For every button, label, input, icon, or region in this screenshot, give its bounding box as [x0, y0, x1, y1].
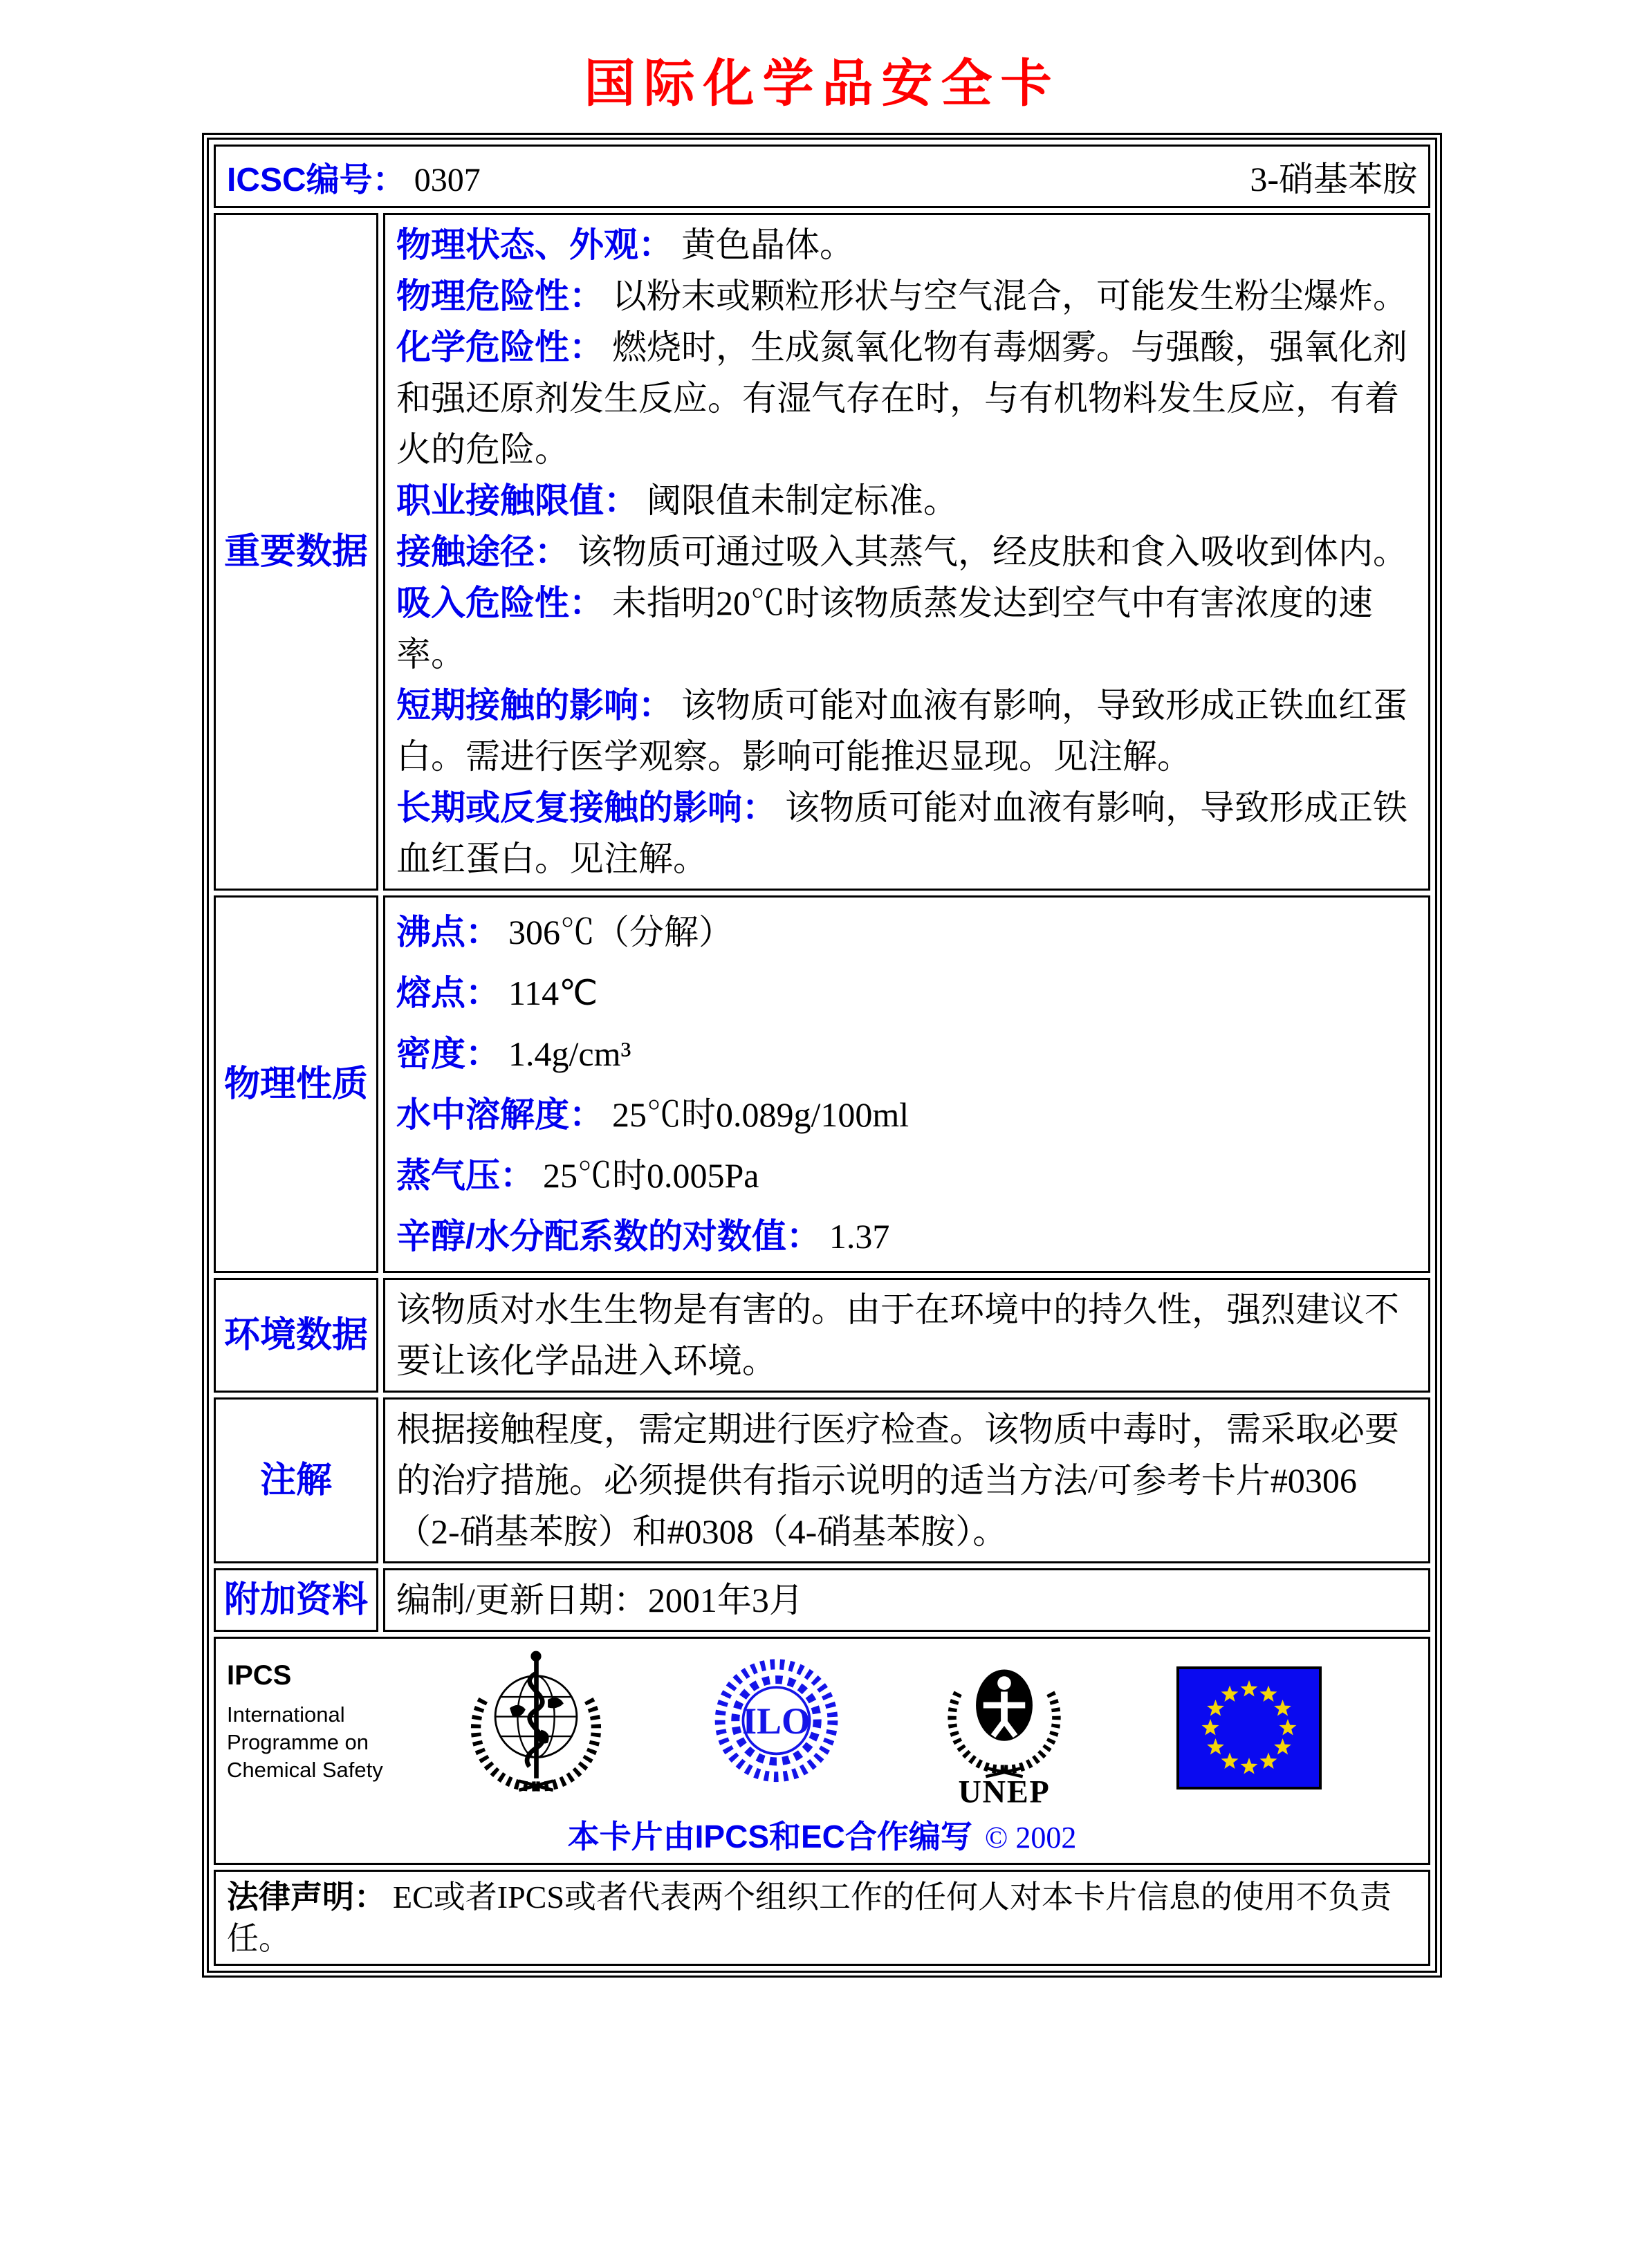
important-data-content — [383, 213, 1430, 891]
legal-label: 法律声明： — [227, 1879, 386, 1915]
unep-logo-text: UNEP — [958, 1774, 1051, 1810]
field-value: 未指明20℃时该物质蒸发达到空气中有害浓度的速率。 — [396, 584, 1373, 673]
field-row — [396, 526, 1417, 577]
additional-info-content: 编制/更新日期：2001年3月 — [383, 1568, 1430, 1632]
unep-logo-icon — [943, 1646, 1066, 1810]
notes-content: 根据接触程度，需定期进行医疗检查。该物质中毒时，需采取必要的治疗措施。必须提供有指示说明的适当方法/可参考卡片#0306（2-硝基苯胺）和#0308（4-硝基苯胺）。 — [383, 1397, 1430, 1563]
field-row — [396, 577, 1417, 680]
field-row — [396, 270, 1417, 322]
icsc-number-group — [227, 153, 481, 201]
ilo-logo-text: ILO — [742, 1700, 811, 1742]
field-label: 吸入危险性： — [396, 584, 604, 622]
ipcs-acronym: IPCS — [227, 1660, 292, 1691]
icsc-number-value: 0307 — [414, 161, 481, 198]
section-label-additional-info: 附加资料 — [214, 1568, 378, 1632]
additional-info-row — [214, 1568, 1430, 1632]
field-label: 化学危险性： — [396, 328, 604, 366]
field-label: 熔点： — [396, 974, 500, 1012]
field-label: 职业接触限值： — [396, 481, 638, 520]
field-row — [396, 680, 1417, 782]
field-label: 物理危险性： — [396, 277, 604, 315]
field-value: 黄色晶体。 — [681, 225, 854, 264]
legal-row — [214, 1870, 1430, 1966]
logos-cell — [214, 1637, 1430, 1865]
icsc-card-table — [202, 133, 1442, 1978]
field-value: 1.37 — [829, 1217, 890, 1256]
cooperation-caption — [223, 1812, 1421, 1857]
field-label: 蒸气压： — [396, 1156, 535, 1195]
notes-row — [214, 1397, 1430, 1563]
field-row — [396, 1084, 1417, 1145]
ipcs-text-block — [223, 1644, 430, 1784]
ipcs-line-2: Programme on — [227, 1730, 369, 1754]
physical-properties-content — [383, 895, 1430, 1273]
legal-text: EC或者IPCS或者代表两个组织工作的任何人对本卡片信息的使用不负责任。 — [227, 1879, 1392, 1956]
field-row — [396, 1023, 1417, 1084]
important-data-row — [214, 213, 1430, 891]
field-value: 该物质可能对血液有影响，导致形成正铁血红蛋白。见注解。 — [396, 788, 1407, 878]
ipcs-line-3: Chemical Safety — [227, 1758, 383, 1782]
physical-properties-row — [214, 895, 1430, 1273]
ilo-logo-icon — [712, 1647, 840, 1799]
field-label: 长期或反复接触的影响： — [396, 788, 777, 827]
field-row — [396, 1206, 1417, 1267]
field-value: 阈限值未制定标准。 — [647, 481, 958, 520]
eu-flag-icon — [1176, 1666, 1322, 1790]
header-cell — [214, 145, 1430, 208]
legal-cell — [214, 1870, 1430, 1966]
header-row — [214, 145, 1430, 208]
field-row — [396, 902, 1417, 963]
field-label: 密度： — [396, 1034, 500, 1073]
field-value: 306℃（分解） — [508, 913, 733, 951]
field-value: 25℃时0.005Pa — [543, 1156, 759, 1195]
who-logo-icon — [470, 1646, 602, 1803]
section-label-notes: 注解 — [214, 1397, 378, 1563]
field-label: 辛醇/水分配系数的对数值： — [396, 1217, 821, 1256]
field-label: 水中溶解度： — [396, 1095, 604, 1134]
ipcs-line-1: International — [227, 1702, 345, 1727]
icsc-number-label: ICSC编号： — [227, 161, 406, 198]
caption-year: © 2002 — [984, 1821, 1077, 1855]
field-value: 25℃时0.089g/100ml — [612, 1095, 909, 1134]
field-row — [396, 963, 1417, 1023]
field-value: 以粉末或颗粒形状与空气混合，可能发生粉尘爆炸。 — [612, 277, 1407, 315]
environmental-data-row — [214, 1278, 1430, 1393]
field-value: 燃烧时，生成氮氧化物有毒烟雾。与强酸，强氧化剂和强还原剂发生反应。有湿气存在时，与有机物料发生反应，有着火的危险。 — [396, 328, 1407, 469]
field-row — [396, 322, 1417, 475]
field-value: 该物质可能对血液有影响，导致形成正铁血红蛋白。需进行医学观察。影响可能推迟显现。见注解。 — [396, 686, 1407, 776]
field-row — [396, 1145, 1417, 1206]
field-label: 物理状态、外观： — [396, 225, 673, 264]
field-label: 短期接触的影响： — [396, 686, 673, 725]
section-label-environmental-data: 环境数据 — [214, 1278, 378, 1393]
field-row — [396, 782, 1417, 884]
page-title: 国际化学品安全卡 — [584, 54, 1060, 113]
field-value: 114℃ — [508, 974, 598, 1012]
field-label: 沸点： — [396, 913, 500, 951]
environmental-data-content: 该物质对水生生物是有害的。由于在环境中的持久性，强烈建议不要让该化学品进入环境。 — [383, 1278, 1430, 1393]
section-label-important-data: 重要数据 — [214, 213, 378, 891]
caption-text: 本卡片由IPCS和EC合作编写 — [567, 1819, 972, 1855]
field-value: 1.4g/cm³ — [508, 1034, 631, 1073]
field-row — [396, 475, 1417, 526]
icsc-document-page — [0, 43, 1635, 2268]
chemical-name: 3-硝基苯胺 — [1250, 160, 1417, 198]
logos-row — [214, 1637, 1430, 1865]
field-value: 该物质可通过吸入其蒸气，经皮肤和食入吸收到体内。 — [578, 532, 1407, 571]
field-label: 接触途径： — [396, 532, 569, 571]
section-label-physical-properties: 物理性质 — [214, 895, 378, 1273]
field-row — [396, 219, 1417, 270]
